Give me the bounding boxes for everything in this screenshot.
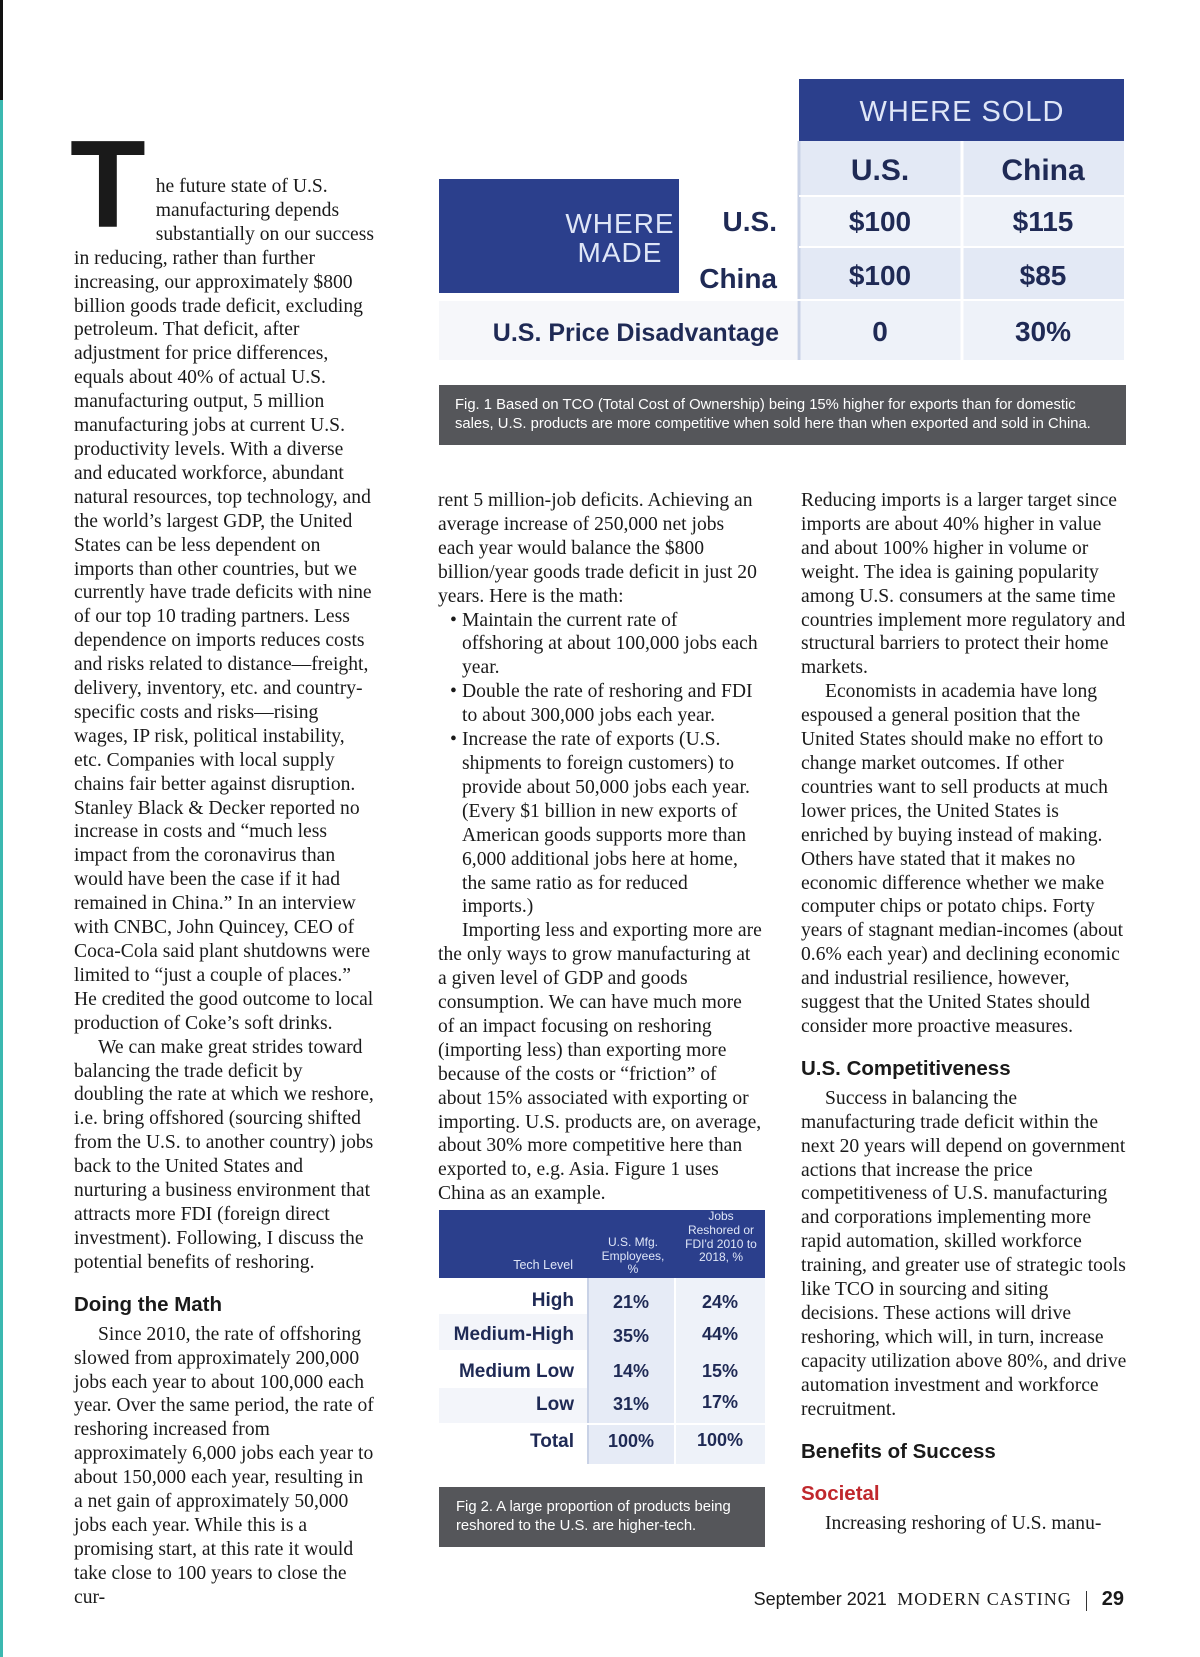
footer-magazine-name: MODERN CASTING xyxy=(897,1589,1072,1609)
article-column-3 xyxy=(801,489,1127,1535)
cell-us-china: $115 xyxy=(1012,206,1074,237)
figure-2 xyxy=(439,1210,765,1473)
article-column-2 xyxy=(438,489,763,1206)
figure-1-caption: Fig. 1 Based on TCO (Total Cost of Ownership) being 15% higher for exports than for domestic sales, U.S. products are more competitive when sold here than when exported and sold in China. xyxy=(439,385,1126,445)
figure-2-caption: Fig 2. A large proportion of products being reshored to the U.S. are higher-tech. xyxy=(439,1487,765,1547)
paragraph: We can make great strides toward balancing the trade deficit by doubling the rate at which we reshore, i.e. bring offshored (sourcing shifted from the U.S. to another country) jobs back to the United States and nurturing a business environment that attracts more FDI (foreign direct investment). Following, I discuss the potential benefits of reshoring. xyxy=(74,1036,374,1273)
fig2-cell-jobs: 24% xyxy=(701,1292,739,1312)
row-label-us: U.S. xyxy=(722,206,777,237)
cell-china-china: $85 xyxy=(1019,260,1067,291)
row-label-disadvantage: U.S. Price Disadvantage xyxy=(492,319,779,347)
section-heading-societal: Societal xyxy=(801,1481,880,1505)
where-sold-header: WHERE SOLD xyxy=(859,96,1065,128)
figure-2-table xyxy=(439,1210,765,1468)
footer-issue-date: September 2021 xyxy=(753,1589,887,1609)
col-header-china: China xyxy=(1001,154,1085,187)
fig2-cell-jobs: 100% xyxy=(696,1430,744,1450)
svg-text:FDI'd 2010 to: FDI'd 2010 to xyxy=(685,1237,757,1251)
svg-text:%: % xyxy=(627,1262,639,1276)
col-header-us: U.S. xyxy=(850,154,910,187)
figure-1 xyxy=(439,79,1126,445)
paragraph: Since 2010, the rate of offshoring slowed from approximately 200,000 jobs each year to about 100,000 each year. Over the same period, the rate of reshoring increased from approximately 6,000 jobs each year to about 150,000 each year, resulting in a net gain of approximately 50,000 jobs each year. While this is a promising start, at this rate it would take close to 100 years to close the cur- xyxy=(74,1323,374,1608)
paragraph: Success in balancing the manufacturing trade deficit within the next 20 years will depend on government actions that increase the price competitiveness of U.S. manufacturing and corporations implementing more rapid automation, skilled workforce training, and greater use of strategic tools like TCO in sourcing and siting decisions. These actions will drive reshoring, which will, in turn, increase capacity utilization above 80%, and drive automation investment and workforce recruitment. xyxy=(801,1087,1127,1420)
bullet-item: • Maintain the current rate of offshoring at about 100,000 jobs each year. xyxy=(438,609,763,681)
fig2-cell-emp: 35% xyxy=(612,1326,650,1346)
where-made-label-1: WHERE xyxy=(565,208,675,239)
svg-text:Employees,: Employees, xyxy=(601,1249,665,1263)
fig2-header-tech: Tech Level xyxy=(513,1258,573,1272)
fig2-row-level: Medium Low xyxy=(458,1361,574,1382)
fig2-cell-jobs: 15% xyxy=(701,1361,739,1381)
page-edge-mark xyxy=(0,0,3,100)
fig2-row-level: Total xyxy=(530,1431,574,1452)
paragraph: Reducing imports is a larger target since imports are about 40% higher in value and about 100% higher in volume or weight. The idea is gaining popularity among U.S. consumers at the same time countries implement more regulatory and structural barriers to protect their home markets. xyxy=(801,490,1126,679)
fig2-cell-jobs: 17% xyxy=(701,1392,739,1412)
page-footer xyxy=(754,1588,1124,1611)
paragraph: rent 5 million-job deficits. Achieving an average increase of 250,000 net jobs each year would balance the $800 billion/year goods trade deficit in just 20 years. Here is the math: xyxy=(438,490,757,607)
svg-text:2018, %: 2018, % xyxy=(698,1250,744,1264)
paragraph: he future state of U.S. manufacturing depends substantially on our success in reducing, rather than further increasing, our approximately $800 billion goods trade deficit, excluding petroleum. That deficit, after adjustment for price differences, equals about 40% of actual U.S. manufacturing output, 5 million manufacturing jobs at current U.S. productivity levels. With a diverse and educated workforce, abundant natural resources, top technology, and the world’s largest GDP, the United States can be less dependent on imports than other countries, but we currently have trade deficits with nine of our top 10 trading partners. Less dependence on imports reduces costs and risks related to distance—freight, delivery, inventory, etc. and country-specific costs and risks—rising wages, IP risk, political instability, etc. Companies with local supply chains fair better against disruption. Stanley Black & Decker reported no increase in costs and “much less impact from the coronavirus than would have been the case if it had remained in China.” In an interview with CNBC, John Quincey, CEO of Coca-Cola said plant shutdowns were limited to “just a couple of places.” He credited the good outcome to local production of Coke’s soft drinks. xyxy=(74,176,374,1034)
figure-1-table xyxy=(439,79,1126,385)
svg-text:Reshored or: Reshored or xyxy=(687,1223,755,1237)
bullet-item: • Double the rate of reshoring and FDI to about 300,000 jobs each year. xyxy=(438,680,763,728)
svg-text:Jobs: Jobs xyxy=(708,1210,734,1223)
article-column-1 xyxy=(70,116,374,1610)
bullet-item: • Increase the rate of exports (U.S. shipments to foreign customers) to provide about 50,000 jobs each year. (Every $1 billion in new exports of American goods supports more than 6,000 additional jobs here at home, the same ratio as for reduced imports.) xyxy=(438,728,763,919)
row-label-china: China xyxy=(699,263,777,294)
footer-divider xyxy=(1086,1591,1087,1611)
fig2-cell-emp: 21% xyxy=(612,1292,650,1312)
page-edge-accent xyxy=(0,100,3,1657)
fig2-cell-emp: 14% xyxy=(612,1361,650,1381)
section-heading-doing-the-math: Doing the Math xyxy=(74,1292,223,1316)
fig2-row-level: Medium-High xyxy=(453,1324,574,1345)
cell-us-us: $100 xyxy=(848,206,912,237)
cell-disadvantage-china: 30% xyxy=(1014,316,1072,347)
fig2-cell-emp: 100% xyxy=(607,1431,655,1451)
paragraph: Economists in academia have long espoused a general position that the United States should make no effort to change market outcomes. If other countries want to sell products at much lower prices, the United States is enriched by buying instead of making. Others have stated that it makes no economic difference whether we make computer chips or potato chips. Forty years of stagnant median-incomes (about 0.6% each year) and declining economic and industrial resilience, however, suggest that the United States should consider more proactive measures. xyxy=(801,681,1124,1037)
drop-cap: T xyxy=(70,116,146,254)
section-heading-competitiveness: U.S. Competitiveness xyxy=(801,1056,1011,1080)
cell-disadvantage-us: 0 xyxy=(872,316,888,347)
fig2-cell-emp: 31% xyxy=(612,1394,650,1414)
where-made-label-2: MADE xyxy=(577,237,663,268)
section-heading-benefits: Benefits of Success xyxy=(801,1439,996,1463)
cell-china-us: $100 xyxy=(848,260,912,291)
fig2-row-level: Low xyxy=(536,1394,574,1415)
svg-text:U.S. Mfg.: U.S. Mfg. xyxy=(607,1235,659,1249)
fig2-row-level: High xyxy=(531,1290,574,1311)
fig2-cell-jobs: 44% xyxy=(701,1324,739,1344)
paragraph: Increasing reshoring of U.S. manu- xyxy=(825,1512,1102,1534)
page-number: 29 xyxy=(1101,1588,1124,1610)
paragraph: Importing less and exporting more are the only ways to grow manufacturing at a given level of GDP and goods consumption. We can have much more of an impact focusing on reshoring (importing less) than exporting more because of the costs or “friction” of about 15% associated with exporting or importing. U.S. products are, on average, about 30% more competitive here than exported to, e.g. Asia. Figure 1 uses China as an example. xyxy=(438,920,762,1205)
